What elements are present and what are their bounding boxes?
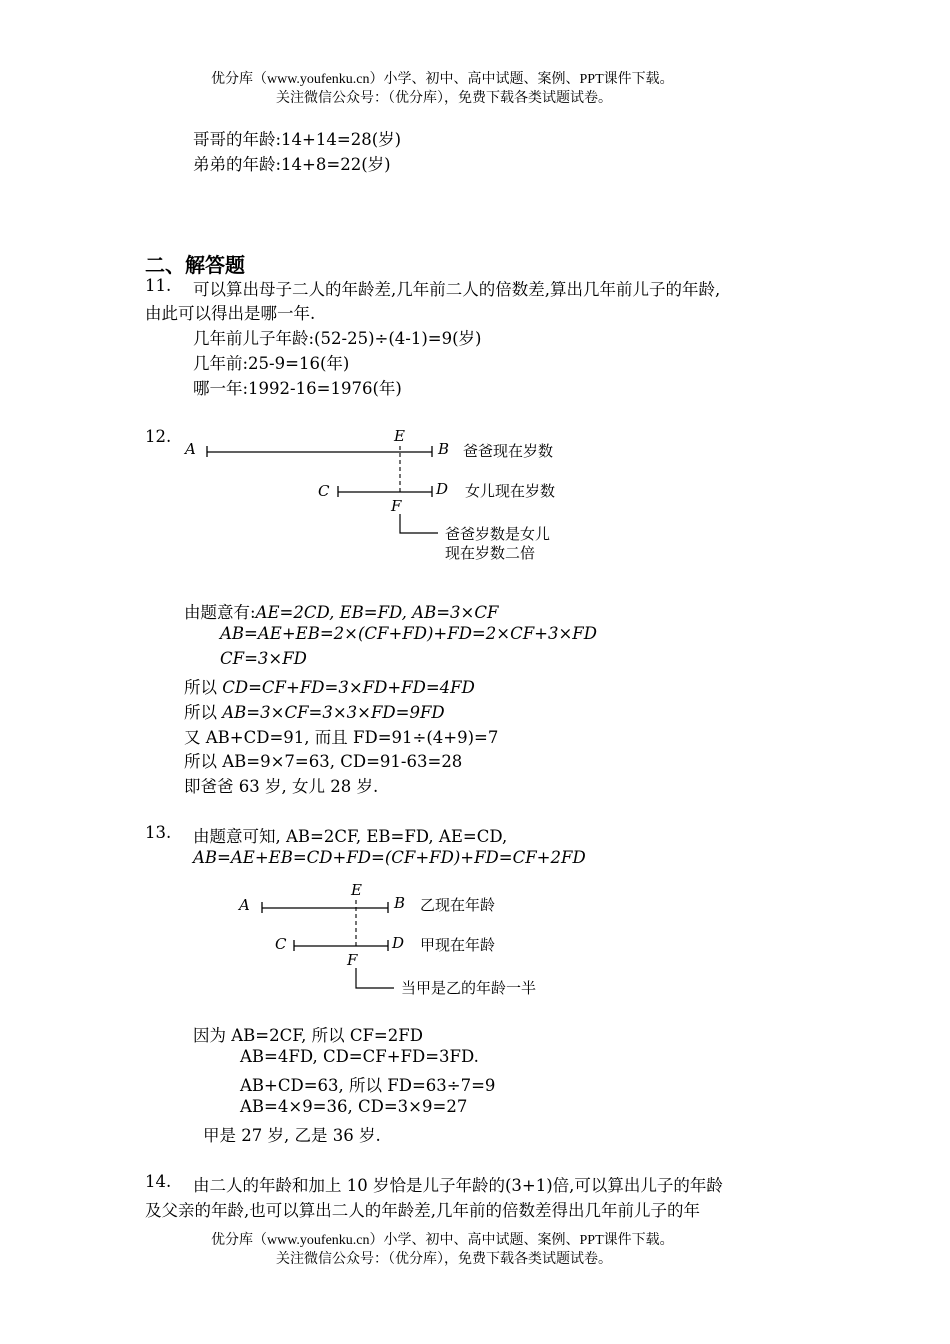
q13-label-f: F [347, 951, 358, 969]
q13-line-2: AB=AE+EB=CD+FD=(CF+FD)+FD=CF+2FD [193, 848, 586, 867]
q13-caption-cd: 甲现在年龄 [420, 936, 496, 954]
q13-number: 13. [145, 823, 172, 842]
intro-line-1: 哥哥的年龄:14+14=28(岁) [193, 130, 402, 149]
footer-line-2: 关注微信公众号：（优分库），免费下载各类试题试卷。 [276, 1252, 612, 1267]
q13-label-e: E [351, 881, 362, 899]
q13-caption-ab: 乙现在年龄 [420, 896, 496, 914]
q12-line-5: 所以 AB=3×CF=3×3×FD=9FD [184, 703, 445, 722]
q13-line-6: AB=4×9=36, CD=3×9=27 [240, 1097, 468, 1116]
section-title: 二、解答题 [145, 253, 245, 277]
q12-note-2: 现在岁数二倍 [445, 544, 536, 562]
q12-label-f: F [391, 497, 402, 515]
q13-label-b: B [394, 894, 406, 912]
q12-caption-ab: 爸爸现在岁数 [463, 442, 554, 460]
q11-step-2: 几年前:25-9=16(年) [193, 354, 350, 373]
q12-label-a: A [185, 440, 196, 458]
q11-step-1: 几年前儿子年龄:(52-25)÷(4-1)=9(岁) [193, 329, 482, 348]
header-line-2: 关注微信公众号：（优分库），免费下载各类试题试卷。 [276, 91, 612, 106]
header-line-1: 优分库（www.youfenku.cn）小学、初中、高中试题、案例、PPT课件下载。 [211, 72, 674, 87]
q12-line-7: 所以 AB=9×7=63, CD=91-63=28 [184, 752, 463, 771]
q13-line-4: AB=4FD, CD=CF+FD=3FD. [240, 1047, 479, 1066]
q12-label-e: E [394, 427, 405, 445]
q13-line-3: 因为 AB=2CF, 所以 CF=2FD [193, 1026, 423, 1045]
q13-label-d: D [392, 934, 405, 952]
q14-number: 14. [145, 1172, 172, 1191]
q12-caption-cd: 女儿现在岁数 [465, 482, 556, 500]
q14-text-2: 及父亲的年龄,也可以算出二人的年龄差,几年前的倍数差得出几年前儿子的年 [145, 1201, 700, 1220]
q12-line-1: 由题意有:AE=2CD, EB=FD, AB=3×CF [184, 603, 499, 622]
q12-line-2: AB=AE+EB=2×(CF+FD)+FD=2×CF+3×FD [220, 624, 597, 643]
q14-text-1: 由二人的年龄和加上 10 岁恰是儿子年龄的(3+1)倍,可以算出儿子的年龄 [193, 1176, 723, 1195]
q13-note: 当甲是乙的年龄一半 [401, 979, 537, 997]
q12-label-b: B [438, 440, 450, 458]
q13-label-a: A [239, 896, 250, 914]
q12-number: 12. [145, 427, 172, 446]
q12-note-1: 爸爸岁数是女儿 [445, 525, 551, 543]
q12-line-3: CF=3×FD [220, 649, 307, 668]
q12-line-6: 又 AB+CD=91, 而且 FD=91÷(4+9)=7 [184, 728, 499, 747]
q12-label-c: C [318, 482, 330, 500]
q11-step-3: 哪一年:1992-16=1976(年) [193, 379, 402, 398]
q13-line-1: 由题意可知, AB=2CF, EB=FD, AE=CD, [193, 827, 508, 846]
q12-line-8: 即爸爸 63 岁, 女儿 28 岁. [184, 777, 379, 796]
q13-line-5: AB+CD=63, 所以 FD=63÷7=9 [240, 1076, 496, 1095]
q13-label-c: C [275, 935, 287, 953]
q11-number: 11. [145, 276, 172, 295]
intro-line-2: 弟弟的年龄:14+8=22(岁) [193, 155, 391, 174]
q11-text-2: 由此可以得出是哪一年. [145, 304, 316, 323]
q12-label-d: D [436, 480, 449, 498]
q11-text-1: 可以算出母子二人的年龄差,几年前二人的倍数差,算出几年前儿子的年龄, [193, 280, 721, 299]
q13-bracket [356, 968, 394, 988]
q13-line-7: 甲是 27 岁, 乙是 36 岁. [203, 1126, 381, 1145]
q12-line-4: 所以 CD=CF+FD=3×FD+FD=4FD [184, 678, 475, 697]
footer-line-1: 优分库（www.youfenku.cn）小学、初中、高中试题、案例、PPT课件下载。 [211, 1233, 674, 1248]
